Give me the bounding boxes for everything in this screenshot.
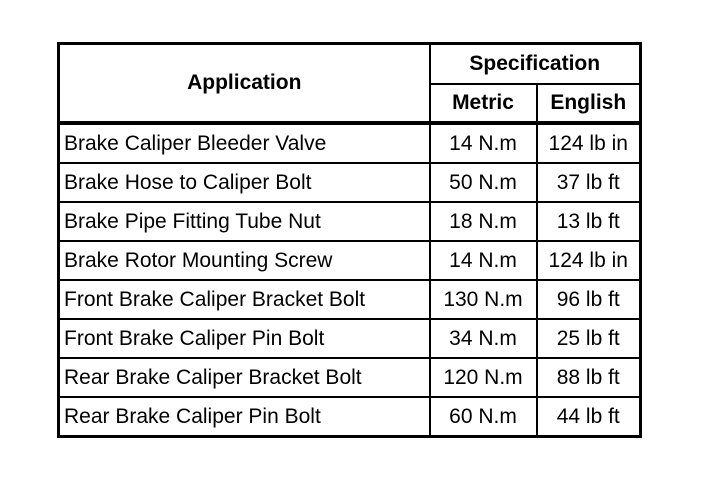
metric-cell: 120 N.m — [430, 358, 537, 397]
application-cell: Front Brake Caliper Bracket Bolt — [59, 280, 430, 319]
table-row — [59, 319, 641, 358]
metric-cell: 34 N.m — [430, 319, 537, 358]
english-cell: 25 lb ft — [537, 319, 641, 358]
application-cell: Rear Brake Caliper Bracket Bolt — [59, 358, 430, 397]
metric-cell: 50 N.m — [430, 163, 537, 202]
english-cell: 88 lb ft — [537, 358, 641, 397]
application-cell: Front Brake Caliper Pin Bolt — [59, 319, 430, 358]
application-cell: Rear Brake Caliper Pin Bolt — [59, 397, 430, 437]
table-row — [59, 397, 641, 437]
metric-header: Metric — [430, 84, 537, 123]
english-cell: 44 lb ft — [537, 397, 641, 437]
table-row — [59, 202, 641, 241]
english-cell: 124 lb in — [537, 123, 641, 163]
english-cell: 13 lb ft — [537, 202, 641, 241]
metric-cell: 130 N.m — [430, 280, 537, 319]
application-cell: Brake Hose to Caliper Bolt — [59, 163, 430, 202]
metric-cell: 60 N.m — [430, 397, 537, 437]
table-row — [59, 241, 641, 280]
table-header-row — [59, 44, 641, 85]
table-row — [59, 163, 641, 202]
english-header: English — [537, 84, 641, 123]
application-header: Application — [59, 44, 430, 124]
metric-cell: 18 N.m — [430, 202, 537, 241]
application-cell: Brake Pipe Fitting Tube Nut — [59, 202, 430, 241]
fastener-spec-table — [57, 42, 642, 438]
english-cell: 96 lb ft — [537, 280, 641, 319]
table-row — [59, 123, 641, 163]
table-row — [59, 358, 641, 397]
metric-cell: 14 N.m — [430, 123, 537, 163]
english-cell: 124 lb in — [537, 241, 641, 280]
specification-header: Specification — [430, 44, 641, 85]
application-cell: Brake Rotor Mounting Screw — [59, 241, 430, 280]
english-cell: 37 lb ft — [537, 163, 641, 202]
metric-cell: 14 N.m — [430, 241, 537, 280]
application-cell: Brake Caliper Bleeder Valve — [59, 123, 430, 163]
table-row — [59, 280, 641, 319]
